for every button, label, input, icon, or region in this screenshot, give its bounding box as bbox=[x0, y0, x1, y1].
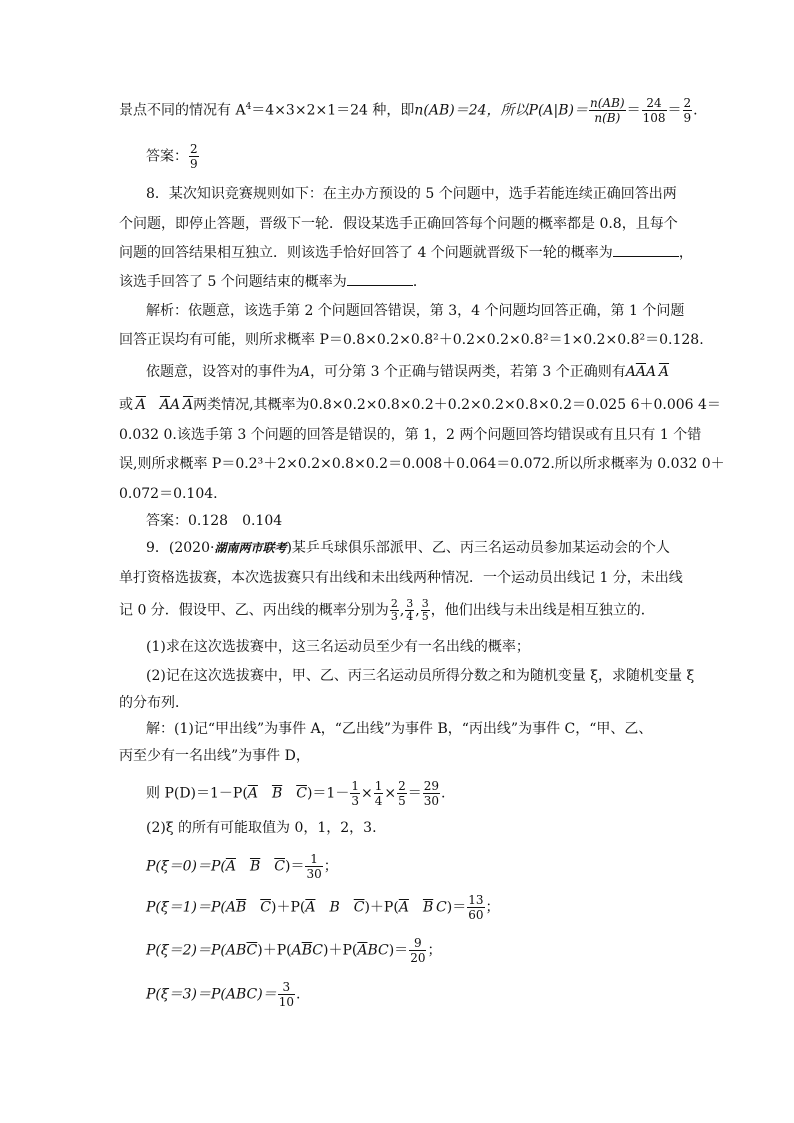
solution-8-line-3: 依题意，设答对的事件为A，可分第 3 个正确与错误两类，若第 3 个正确则有$A\overline{A}A$ $\overline{A}$ bbox=[146, 364, 670, 380]
distribution-p0: $P(\xi=0)=P(\overline{A}$ $\overline{B}$ $\overline{C})=$ $\frac{1}{30}$ ； bbox=[146, 852, 338, 881]
solution-8-line-7: 0.072＝0.104. bbox=[119, 486, 218, 502]
answer-blank-2[interactable] bbox=[347, 273, 413, 286]
question-9-line-3: 记 0 分．假设甲、乙、丙出线的概率分别为 $\frac{2}{3}$ , $\frac{3}{4}$ , $\frac{3}{5}$ ，他们出线与未出线是相互独立的． bbox=[119, 597, 655, 623]
question-9-line-2: 单打资格选拔赛，本次选拔赛只有出线和未出线两种情况．一个运动员出线记 1 分，未出线 bbox=[119, 570, 683, 586]
source-tag: 湖南两市联考 bbox=[214, 541, 287, 555]
solution-9-line-3: 则 $P(D)=1-P(\overline{A}$ $\overline{B}$ $\overline{C})=1-$ $\frac{1}{3}$ × $\frac{1}{4}$ × $\frac{2}{5}$ ＝ $\frac{29}{30}$ . bbox=[146, 779, 446, 808]
solution-9-line-2: 丙至少有一名出线”为事件 D， bbox=[119, 748, 310, 764]
question-9-line-6: 的分布列． bbox=[119, 695, 189, 711]
solution-8-line-6: 误,则所求概率 P＝0.2³＋2×0.2×0.8×0.2＝0.008＋0.064＝0.072.所以所求概率为 0.032 0＋ bbox=[119, 456, 725, 472]
question-8-line-4: 该选手回答了 5 个问题结束的概率为 ． bbox=[119, 274, 427, 290]
solution-9-line-4: (2)ξ 的所有可能取值为 0，1，2，3. bbox=[146, 820, 377, 836]
answer-blank-1[interactable] bbox=[613, 244, 679, 257]
question-8-line-1: 8．某次知识竞赛规则如下：在主办方预设的 5 个问题中，选手若能连续正确回答出两 bbox=[146, 186, 677, 202]
question-8-line-2: 个问题，即停止答题，晋级下一轮．假设某选手正确回答每个问题的概率都是 0.8，且每个 bbox=[119, 216, 678, 232]
question-9-line-1: 9．(2020·湖南两市联考)某乒乓球俱乐部派甲、乙、丙三名运动员参加某运动会的个人 bbox=[146, 540, 670, 556]
distribution-p2: $P(\xi=2)=P(AB\overline{C})+P(A\overline{B}C)+P(\overline{A}BC)=$ $\frac{9}{20}$ ； bbox=[146, 936, 442, 965]
solution-8-line-4: 或 $\overline{A}$ $\overline{A}A$ $\overline{A}$两类情况,其概率为0.8×0.2×0.8×0.2＋0.2×0.2×0.8×0.2＝0.025 6＋0.006 4＝ bbox=[119, 397, 721, 413]
answer-7: 答案： $\frac{2}{9}$ bbox=[146, 142, 198, 171]
question-9-part-2: (2)记在这次选拔赛中，甲、乙、丙三名运动员所得分数之和为随机变量 ξ，求随机变量 ξ bbox=[146, 668, 695, 684]
question-8-line-3: 问题的回答结果相互独立．则该选手恰好回答了 4 个问题就晋级下一轮的概率为 ， bbox=[119, 245, 693, 261]
distribution-p3: P(ξ＝3)＝P(ABC)＝ $\frac{3}{10}$ . bbox=[146, 980, 301, 1009]
answer-8: 答案：0.128 0.104 bbox=[146, 513, 283, 529]
distribution-p1: $P(\xi=1)=P(A\overline{B}$ $\overline{C})+P(\overline{A}$ B $\overline{C})+P(\overline{A}$ $\overline{B}$ C)＝ $\frac{13}{60}$ ； bbox=[146, 893, 500, 922]
solution-8-line-2: 回答正误均有可能，则所求概率 P＝0.8×0.2×0.8²＋0.2×0.2×0.8²＝1×0.2×0.8²＝0.128. bbox=[119, 332, 704, 348]
solution-8-line-5: 0.032 0.该选手第 3 个问题的回答是错误的，第 1，2 两个问题回答均错误或有且只有 1 个错 bbox=[119, 427, 702, 443]
solution-9-line-1: 解：(1)记“甲出线”为事件 A，“乙出线”为事件 B，“丙出线”为事件 C，“甲、乙、 bbox=[146, 721, 653, 737]
text-line-1: 景点不同的情况有 $A^4=4\times 3\times 2\times 1=24$ 种，即n(AB)＝24，所以P(A|B)＝ $\frac{n(AB)}{n(B)}$ ＝ $\frac{24}{108}$ ＝ $\frac{2}{9}$ . bbox=[119, 96, 698, 125]
question-9-part-1: (1)求在这次选拔赛中，这三名运动员至少有一名出线的概率； bbox=[146, 639, 530, 655]
solution-8-line-1: 解析：依题意，该选手第 2 个问题回答错误，第 3，4 个问题均回答正确，第 1 个问题 bbox=[146, 303, 685, 319]
